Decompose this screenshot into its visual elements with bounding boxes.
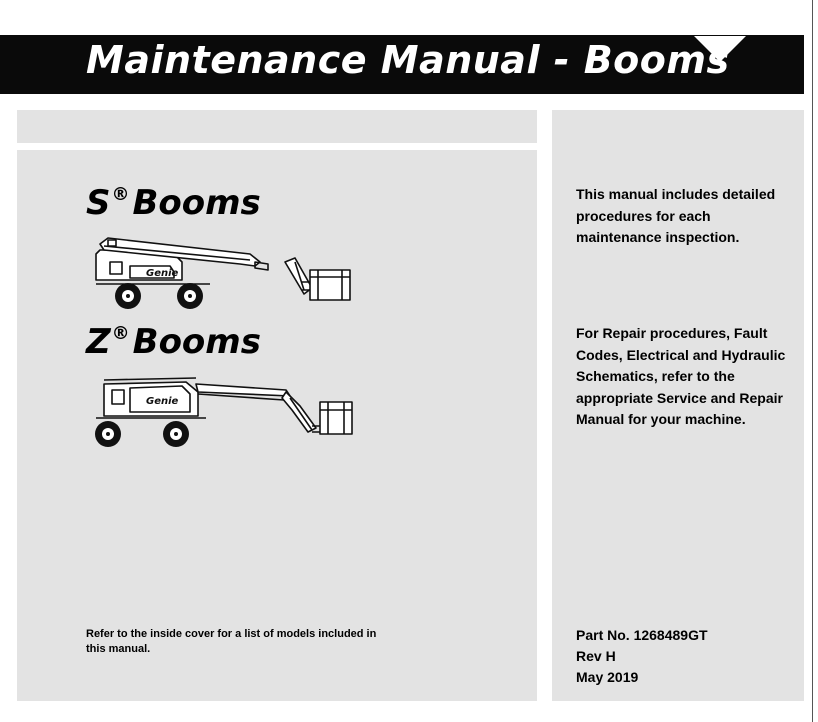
manual-intro-text: This manual includes detailed procedures for each maintenance inspection. xyxy=(576,186,776,245)
svg-text:Genie: Genie xyxy=(146,396,179,407)
z-booms-word: Booms xyxy=(132,322,261,362)
z-boom-machine-illustration xyxy=(86,372,356,452)
revision: Rev H xyxy=(576,648,616,664)
s-booms-heading xyxy=(86,183,261,223)
registered-mark: ® xyxy=(111,184,130,205)
page-edge-rule xyxy=(812,0,813,722)
part-number: Part No. 1268489GT xyxy=(576,627,708,643)
svg-text:Genie: Genie xyxy=(146,268,179,279)
top-left-panel xyxy=(17,110,537,143)
z-booms-heading xyxy=(86,322,261,362)
s-boom-machine-illustration xyxy=(90,232,360,312)
z-letter: Z xyxy=(86,322,111,362)
publication-date: May 2019 xyxy=(576,669,639,685)
page-title: Maintenance Manual - Booms xyxy=(86,38,730,82)
part-info xyxy=(576,625,796,688)
repair-reference-text: For Repair procedures, Fault Codes, Electrical and Hydraulic Schematics, refer to the appropriate Service and Repair Manual for your machine. xyxy=(576,325,786,427)
s-booms-word: Booms xyxy=(132,183,261,223)
title-notch-icon xyxy=(694,36,746,62)
registered-mark: ® xyxy=(111,323,130,344)
models-note: Refer to the inside cover for a list of models included in this manual. xyxy=(86,628,377,655)
s-letter: S xyxy=(86,183,111,223)
